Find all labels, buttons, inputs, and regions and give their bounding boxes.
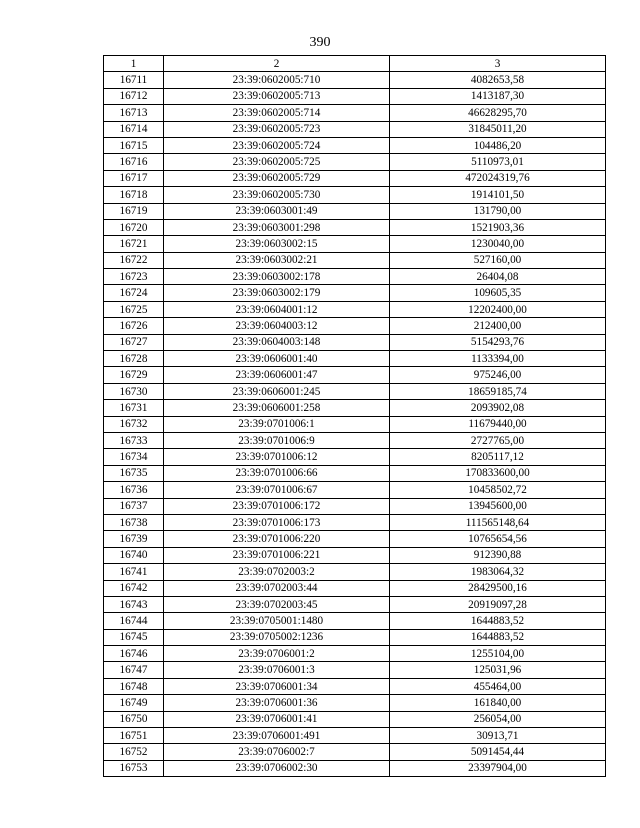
row-number-cell: 16743 <box>104 596 164 612</box>
cadastral-number-cell: 23:39:0701006:67 <box>164 482 390 498</box>
value-cell: 1230040,00 <box>390 236 606 252</box>
table-row <box>104 383 606 399</box>
cadastral-number-cell: 23:39:0602005:714 <box>164 105 390 121</box>
page-number: 390 <box>309 35 331 50</box>
table-row <box>104 137 606 153</box>
value-cell: 212400,00 <box>390 318 606 334</box>
table-row <box>104 154 606 170</box>
cadastral-number-cell: 23:39:0606001:245 <box>164 383 390 399</box>
row-number-cell: 16713 <box>104 105 164 121</box>
table-row <box>104 203 606 219</box>
cadastral-number-cell: 23:39:0602005:729 <box>164 170 390 186</box>
row-number-cell: 16711 <box>104 72 164 88</box>
table-row <box>104 416 606 432</box>
column-header-1: 1 <box>104 56 164 72</box>
cadastral-number-cell: 23:39:0602005:730 <box>164 187 390 203</box>
cadastral-number-cell: 23:39:0701006:173 <box>164 514 390 530</box>
cadastral-number-cell: 23:39:0602005:710 <box>164 72 390 88</box>
row-number-cell: 16744 <box>104 613 164 629</box>
value-cell: 256054,00 <box>390 711 606 727</box>
table-header-row <box>104 56 606 72</box>
table-row <box>104 285 606 301</box>
value-cell: 111565148,64 <box>390 514 606 530</box>
table-row <box>104 219 606 235</box>
cadastral-number-cell: 23:39:0705001:1480 <box>164 613 390 629</box>
value-cell: 104486,20 <box>390 137 606 153</box>
value-cell: 10765654,56 <box>390 531 606 547</box>
value-cell: 125031,96 <box>390 662 606 678</box>
table-row <box>104 596 606 612</box>
table-row <box>104 351 606 367</box>
cadastral-number-cell: 23:39:0603002:179 <box>164 285 390 301</box>
table-row <box>104 334 606 350</box>
row-number-cell: 16724 <box>104 285 164 301</box>
cadastral-number-cell: 23:39:0602005:724 <box>164 137 390 153</box>
value-cell: 31845011,20 <box>390 121 606 137</box>
cadastral-number-cell: 23:39:0604003:148 <box>164 334 390 350</box>
table-row <box>104 613 606 629</box>
cadastral-number-cell: 23:39:0603001:298 <box>164 219 390 235</box>
cadastral-number-cell: 23:39:0706002:30 <box>164 760 390 776</box>
table-row <box>104 432 606 448</box>
value-cell: 30913,71 <box>390 728 606 744</box>
value-cell: 1133394,00 <box>390 351 606 367</box>
value-cell: 161840,00 <box>390 695 606 711</box>
row-number-cell: 16725 <box>104 301 164 317</box>
row-number-cell: 16750 <box>104 711 164 727</box>
value-cell: 1983064,32 <box>390 564 606 580</box>
row-number-cell: 16752 <box>104 744 164 760</box>
cadastral-number-cell: 23:39:0606001:47 <box>164 367 390 383</box>
table-row <box>104 482 606 498</box>
value-cell: 28429500,16 <box>390 580 606 596</box>
column-header-2: 2 <box>164 56 390 72</box>
cadastral-number-cell: 23:39:0701006:1 <box>164 416 390 432</box>
cadastral-number-cell: 23:39:0702003:45 <box>164 596 390 612</box>
table-row <box>104 744 606 760</box>
row-number-cell: 16749 <box>104 695 164 711</box>
column-header-3: 3 <box>390 56 606 72</box>
row-number-cell: 16729 <box>104 367 164 383</box>
row-number-cell: 16718 <box>104 187 164 203</box>
row-number-cell: 16741 <box>104 564 164 580</box>
value-cell: 131790,00 <box>390 203 606 219</box>
value-cell: 2727765,00 <box>390 432 606 448</box>
row-number-cell: 16734 <box>104 449 164 465</box>
value-cell: 1644883,52 <box>390 629 606 645</box>
value-cell: 1644883,52 <box>390 613 606 629</box>
table-row <box>104 252 606 268</box>
row-number-cell: 16740 <box>104 547 164 563</box>
table-row <box>104 662 606 678</box>
value-cell: 1413187,30 <box>390 88 606 104</box>
value-cell: 5110973,01 <box>390 154 606 170</box>
cadastral-number-cell: 23:39:0602005:713 <box>164 88 390 104</box>
cadastral-number-cell: 23:39:0706001:41 <box>164 711 390 727</box>
cadastral-number-cell: 23:39:0701006:9 <box>164 432 390 448</box>
row-number-cell: 16721 <box>104 236 164 252</box>
cadastral-number-cell: 23:39:0701006:220 <box>164 531 390 547</box>
cadastral-number-cell: 23:39:0604003:12 <box>164 318 390 334</box>
table-row <box>104 465 606 481</box>
table-row <box>104 105 606 121</box>
table-body <box>104 56 606 777</box>
table-row <box>104 547 606 563</box>
cadastral-number-cell: 23:39:0602005:723 <box>164 121 390 137</box>
row-number-cell: 16753 <box>104 760 164 776</box>
row-number-cell: 16733 <box>104 432 164 448</box>
cadastral-number-cell: 23:39:0603002:15 <box>164 236 390 252</box>
row-number-cell: 16714 <box>104 121 164 137</box>
cadastral-number-cell: 23:39:0706001:36 <box>164 695 390 711</box>
value-cell: 4082653,58 <box>390 72 606 88</box>
value-cell: 170833600,00 <box>390 465 606 481</box>
table-row <box>104 236 606 252</box>
value-cell: 455464,00 <box>390 678 606 694</box>
table-row <box>104 121 606 137</box>
cadastral-number-cell: 23:39:0701006:172 <box>164 498 390 514</box>
table-row <box>104 760 606 776</box>
table-row <box>104 711 606 727</box>
row-number-cell: 16719 <box>104 203 164 219</box>
row-number-cell: 16748 <box>104 678 164 694</box>
cadastral-number-cell: 23:39:0701006:12 <box>164 449 390 465</box>
value-cell: 5091454,44 <box>390 744 606 760</box>
value-cell: 26404,08 <box>390 269 606 285</box>
row-number-cell: 16730 <box>104 383 164 399</box>
row-number-cell: 16716 <box>104 154 164 170</box>
table-row <box>104 367 606 383</box>
table-row <box>104 580 606 596</box>
row-number-cell: 16732 <box>104 416 164 432</box>
row-number-cell: 16717 <box>104 170 164 186</box>
row-number-cell: 16746 <box>104 646 164 662</box>
table-row <box>104 531 606 547</box>
cadastral-number-cell: 23:39:0705002:1236 <box>164 629 390 645</box>
row-number-cell: 16737 <box>104 498 164 514</box>
table-row <box>104 449 606 465</box>
table-row <box>104 72 606 88</box>
value-cell: 1255104,00 <box>390 646 606 662</box>
cadastral-number-cell: 23:39:0606001:258 <box>164 400 390 416</box>
value-cell: 23397904,00 <box>390 760 606 776</box>
cadastral-number-cell: 23:39:0706001:3 <box>164 662 390 678</box>
row-number-cell: 16722 <box>104 252 164 268</box>
row-number-cell: 16747 <box>104 662 164 678</box>
cadastral-number-cell: 23:39:0702003:44 <box>164 580 390 596</box>
table-row <box>104 564 606 580</box>
table-row <box>104 728 606 744</box>
value-cell: 1521903,36 <box>390 219 606 235</box>
table-row <box>104 269 606 285</box>
row-number-cell: 16715 <box>104 137 164 153</box>
table-row <box>104 170 606 186</box>
value-cell: 20919097,28 <box>390 596 606 612</box>
row-number-cell: 16712 <box>104 88 164 104</box>
table-row <box>104 678 606 694</box>
table-row <box>104 646 606 662</box>
value-cell: 109605,35 <box>390 285 606 301</box>
cadastral-number-cell: 23:39:0603001:49 <box>164 203 390 219</box>
value-cell: 1914101,50 <box>390 187 606 203</box>
cadastral-number-cell: 23:39:0706001:491 <box>164 728 390 744</box>
row-number-cell: 16745 <box>104 629 164 645</box>
row-number-cell: 16731 <box>104 400 164 416</box>
cadastral-number-cell: 23:39:0701006:66 <box>164 465 390 481</box>
row-number-cell: 16728 <box>104 351 164 367</box>
row-number-cell: 16738 <box>104 514 164 530</box>
row-number-cell: 16726 <box>104 318 164 334</box>
table-row <box>104 629 606 645</box>
table-row <box>104 514 606 530</box>
row-number-cell: 16723 <box>104 269 164 285</box>
value-cell: 18659185,74 <box>390 383 606 399</box>
table-row <box>104 695 606 711</box>
row-number-cell: 16751 <box>104 728 164 744</box>
table-row <box>104 318 606 334</box>
row-number-cell: 16739 <box>104 531 164 547</box>
cadastral-number-cell: 23:39:0706002:7 <box>164 744 390 760</box>
cadastral-number-cell: 23:39:0701006:221 <box>164 547 390 563</box>
table-row <box>104 498 606 514</box>
cadastral-number-cell: 23:39:0706001:2 <box>164 646 390 662</box>
cadastral-number-cell: 23:39:0702003:2 <box>164 564 390 580</box>
value-cell: 13945600,00 <box>390 498 606 514</box>
value-cell: 10458502,72 <box>390 482 606 498</box>
value-cell: 5154293,76 <box>390 334 606 350</box>
table-row <box>104 187 606 203</box>
value-cell: 912390,88 <box>390 547 606 563</box>
cadastral-number-cell: 23:39:0603002:21 <box>164 252 390 268</box>
value-cell: 527160,00 <box>390 252 606 268</box>
value-cell: 8205117,12 <box>390 449 606 465</box>
row-number-cell: 16736 <box>104 482 164 498</box>
value-cell: 472024319,76 <box>390 170 606 186</box>
table-row <box>104 88 606 104</box>
value-cell: 11679440,00 <box>390 416 606 432</box>
cadastral-number-cell: 23:39:0604001:12 <box>164 301 390 317</box>
row-number-cell: 16720 <box>104 219 164 235</box>
value-cell: 46628295,70 <box>390 105 606 121</box>
cadastral-number-cell: 23:39:0606001:40 <box>164 351 390 367</box>
row-number-cell: 16727 <box>104 334 164 350</box>
row-number-cell: 16742 <box>104 580 164 596</box>
registry-table <box>103 55 606 777</box>
value-cell: 12202400,00 <box>390 301 606 317</box>
cadastral-number-cell: 23:39:0602005:725 <box>164 154 390 170</box>
table-row <box>104 400 606 416</box>
table-row <box>104 301 606 317</box>
cadastral-number-cell: 23:39:0603002:178 <box>164 269 390 285</box>
value-cell: 2093902,08 <box>390 400 606 416</box>
row-number-cell: 16735 <box>104 465 164 481</box>
cadastral-number-cell: 23:39:0706001:34 <box>164 678 390 694</box>
value-cell: 975246,00 <box>390 367 606 383</box>
